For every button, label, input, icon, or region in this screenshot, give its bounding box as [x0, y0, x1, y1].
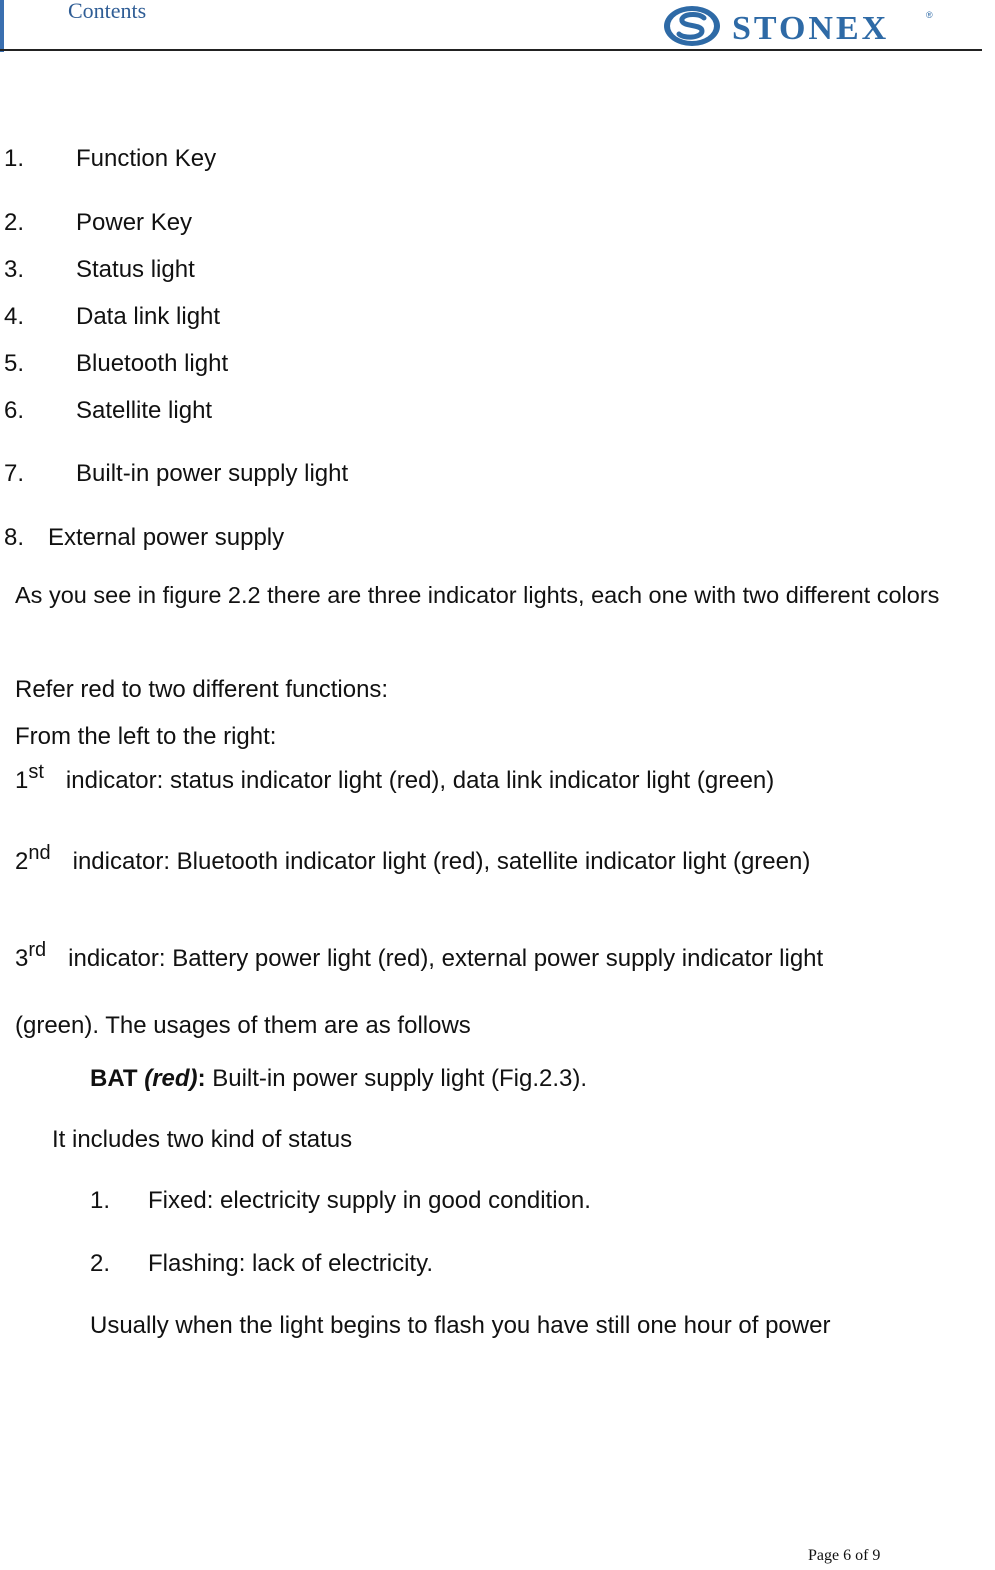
- bat-paragraph: BAT (red): Built-in power supply light (Fig.2.3).: [90, 1065, 588, 1092]
- stonex-logo: [662, 4, 938, 52]
- usually-paragraph: Usually when the light begins to flash you have still one hour of power: [90, 1312, 831, 1339]
- list-item: 3. Status light: [4, 256, 195, 283]
- from-left-paragraph: From the left to the right:: [15, 723, 277, 750]
- indicator-3rd: 3rd indicator: Battery power light (red), external power supply indicator light: [15, 939, 824, 972]
- page-number: Page 6 of 9: [808, 1547, 881, 1564]
- header-title: Contents: [68, 0, 147, 23]
- indicator-2nd: 2nd indicator: Bluetooth indicator light (red), satellite indicator light (green): [15, 842, 811, 875]
- list-item: 5. Bluetooth light: [4, 350, 229, 377]
- green-usage-paragraph: (green). The usages of them are as follows: [15, 1012, 471, 1039]
- bat-label: BAT: [90, 1065, 138, 1092]
- stonex-logo-icon: [662, 4, 722, 48]
- bat-red-label: (red): [144, 1065, 198, 1092]
- list-item: 4. Data link light: [4, 303, 221, 330]
- list-item: 8. External power supply: [4, 524, 285, 551]
- intro-paragraph: As you see in figure 2.2 there are three indicator lights, each one with two different colors: [15, 582, 940, 608]
- indicator-1st: 1st indicator: status indicator light (red), data link indicator light (green): [15, 761, 775, 794]
- list-item: 1. Function Key: [4, 145, 217, 172]
- logo-wordmark: STONEX: [732, 10, 890, 47]
- list-item: 6. Satellite light: [4, 397, 213, 424]
- logo-registered-mark: ®: [926, 10, 933, 20]
- list-item: 7. Built-in power supply light: [4, 460, 349, 487]
- status-item: 2. Flashing: lack of electricity.: [90, 1250, 433, 1277]
- status-item: 1. Fixed: electricity supply in good condition.: [90, 1187, 591, 1214]
- includes-paragraph: It includes two kind of status: [52, 1126, 353, 1153]
- list-item: 2. Power Key: [4, 209, 193, 236]
- refer-paragraph: Refer red to two different functions:: [15, 676, 389, 703]
- header-accent-bar: [0, 0, 4, 52]
